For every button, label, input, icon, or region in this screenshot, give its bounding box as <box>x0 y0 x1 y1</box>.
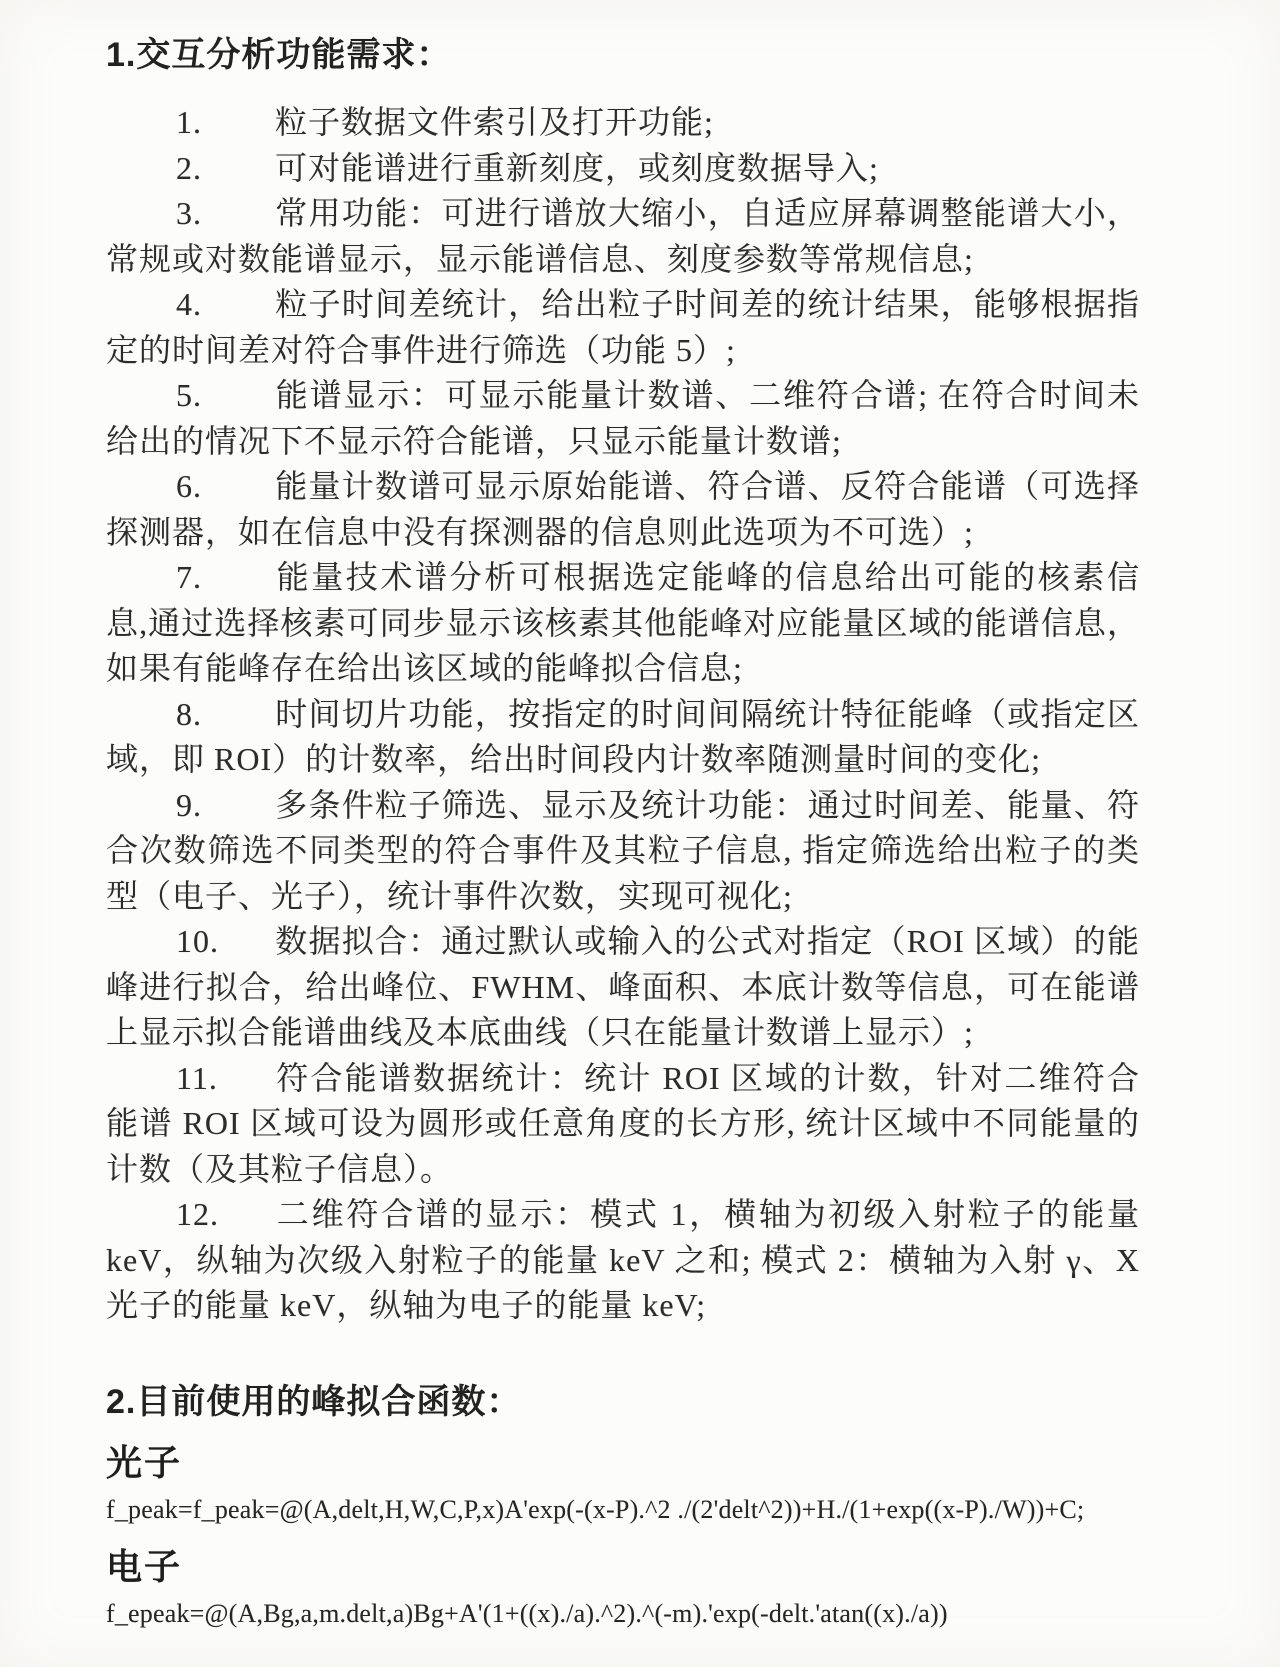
photon-label: 光子 <box>106 1441 183 1483</box>
item-number: 8. <box>176 695 202 732</box>
item-text: 可对能谱进行重新刻度，或刻度数据导入; <box>275 149 879 186</box>
item-number: 2. <box>176 149 202 186</box>
section1-heading: 1.交互分析功能需求： <box>106 36 452 74</box>
item-number: 3. <box>176 195 202 231</box>
list-item <box>106 692 1140 783</box>
item-text: 符合能谱数据统计：统计 ROI 区域的计数，针对二维符合能谱 ROI 区域可设为圆形或任意角度的长方形, 统计区域中不同能量的计数（及其粒子信息）。 <box>106 1059 1140 1187</box>
item-text: 能谱显示：可显示能量计数谱、二维符合谱; 在符合时间未给出的情况下不显示符合能谱，只显示能量计数谱; <box>106 377 1140 459</box>
item-text: 时间切片功能，按指定的时间间隔统计特征能峰（或指定区域，即 ROI）的计数率，给出时间段内计数率随测量时间的变化; <box>106 695 1140 777</box>
requirements-list <box>106 100 1140 1329</box>
item-text: 能量计数谱可显示原始能谱、符合谱、反符合能谱（可选择探测器，如在信息中没有探测器的信息则此选项为不可选）; <box>106 468 1140 550</box>
list-item <box>106 282 1140 373</box>
list-item <box>106 373 1140 464</box>
item-number: 12. <box>176 1196 219 1232</box>
list-item <box>106 555 1140 692</box>
item-number: 7. <box>176 559 202 595</box>
list-item <box>106 1056 1140 1193</box>
list-item <box>106 919 1140 1056</box>
list-item <box>106 464 1140 555</box>
item-text: 数据拟合：通过默认或输入的公式对指定（ROI 区域）的能峰进行拟合，给出峰位、FWHM、峰面积、本底计数等信息，可在能谱上显示拟合能谱曲线及本底曲线（只在能量计数谱上显示）; <box>106 923 1140 1050</box>
section2-heading: 2.目前使用的峰拟合函数： <box>106 1382 522 1421</box>
list-item <box>106 783 1140 920</box>
item-number: 11. <box>176 1059 218 1096</box>
item-text: 多条件粒子筛选、显示及统计功能：通过时间差、能量、符合次数筛选不同类型的符合事件及其粒子信息, 指定筛选给出粒子的类型（电子、光子），统计事件次数，实现可视化; <box>106 786 1140 914</box>
electron-label: 电子 <box>106 1545 183 1587</box>
list-item <box>106 146 1140 192</box>
item-text: 粒子时间差统计，给出粒子时间差的统计结果，能够根据指定的时间差对符合事件进行筛选（功能 5）; <box>106 286 1140 368</box>
item-number: 1. <box>176 104 202 140</box>
item-text: 能量技术谱分析可根据选定能峰的信息给出可能的核素信息,通过选择核素可同步显示该核素其他能峰对应能量区域的能谱信息，如果有能峰存在给出该区域的能峰拟合信息; <box>106 559 1140 686</box>
item-text: 二维符合谱的显示：模式 1，横轴为初级入射粒子的能量 keV，纵轴为次级入射粒子的能量 keV 之和; 模式 2：横轴为入射 γ、X 光子的能量 keV，纵轴为电子的能量 keV; <box>106 1196 1140 1323</box>
electron-formula: f_epeak=@(A,Bg,a,m.delt,a)Bg+A'(1+((x)./a).^2).^(-m).'exp(-delt.'atan((x)./a)) <box>106 1598 948 1628</box>
item-text: 粒子数据文件索引及打开功能; <box>275 104 714 140</box>
list-item <box>106 100 1140 146</box>
list-item <box>106 1192 1140 1329</box>
photon-formula: f_peak=f_peak=@(A,delt,H,W,C,P,x)A'exp(-(x-P).^2 ./(2'delt^2))+H./(1+exp((x-P)./W))+C; <box>106 1494 1085 1524</box>
item-text: 常用功能：可进行谱放大缩小，自适应屏幕调整能谱大小，常规或对数能谱显示，显示能谱信息、刻度参数等常规信息; <box>106 195 1140 277</box>
item-number: 6. <box>176 468 202 504</box>
list-item <box>106 191 1140 282</box>
item-number: 5. <box>176 377 202 413</box>
item-number: 10. <box>176 923 219 959</box>
item-number: 4. <box>176 286 202 322</box>
item-number: 9. <box>176 786 202 823</box>
